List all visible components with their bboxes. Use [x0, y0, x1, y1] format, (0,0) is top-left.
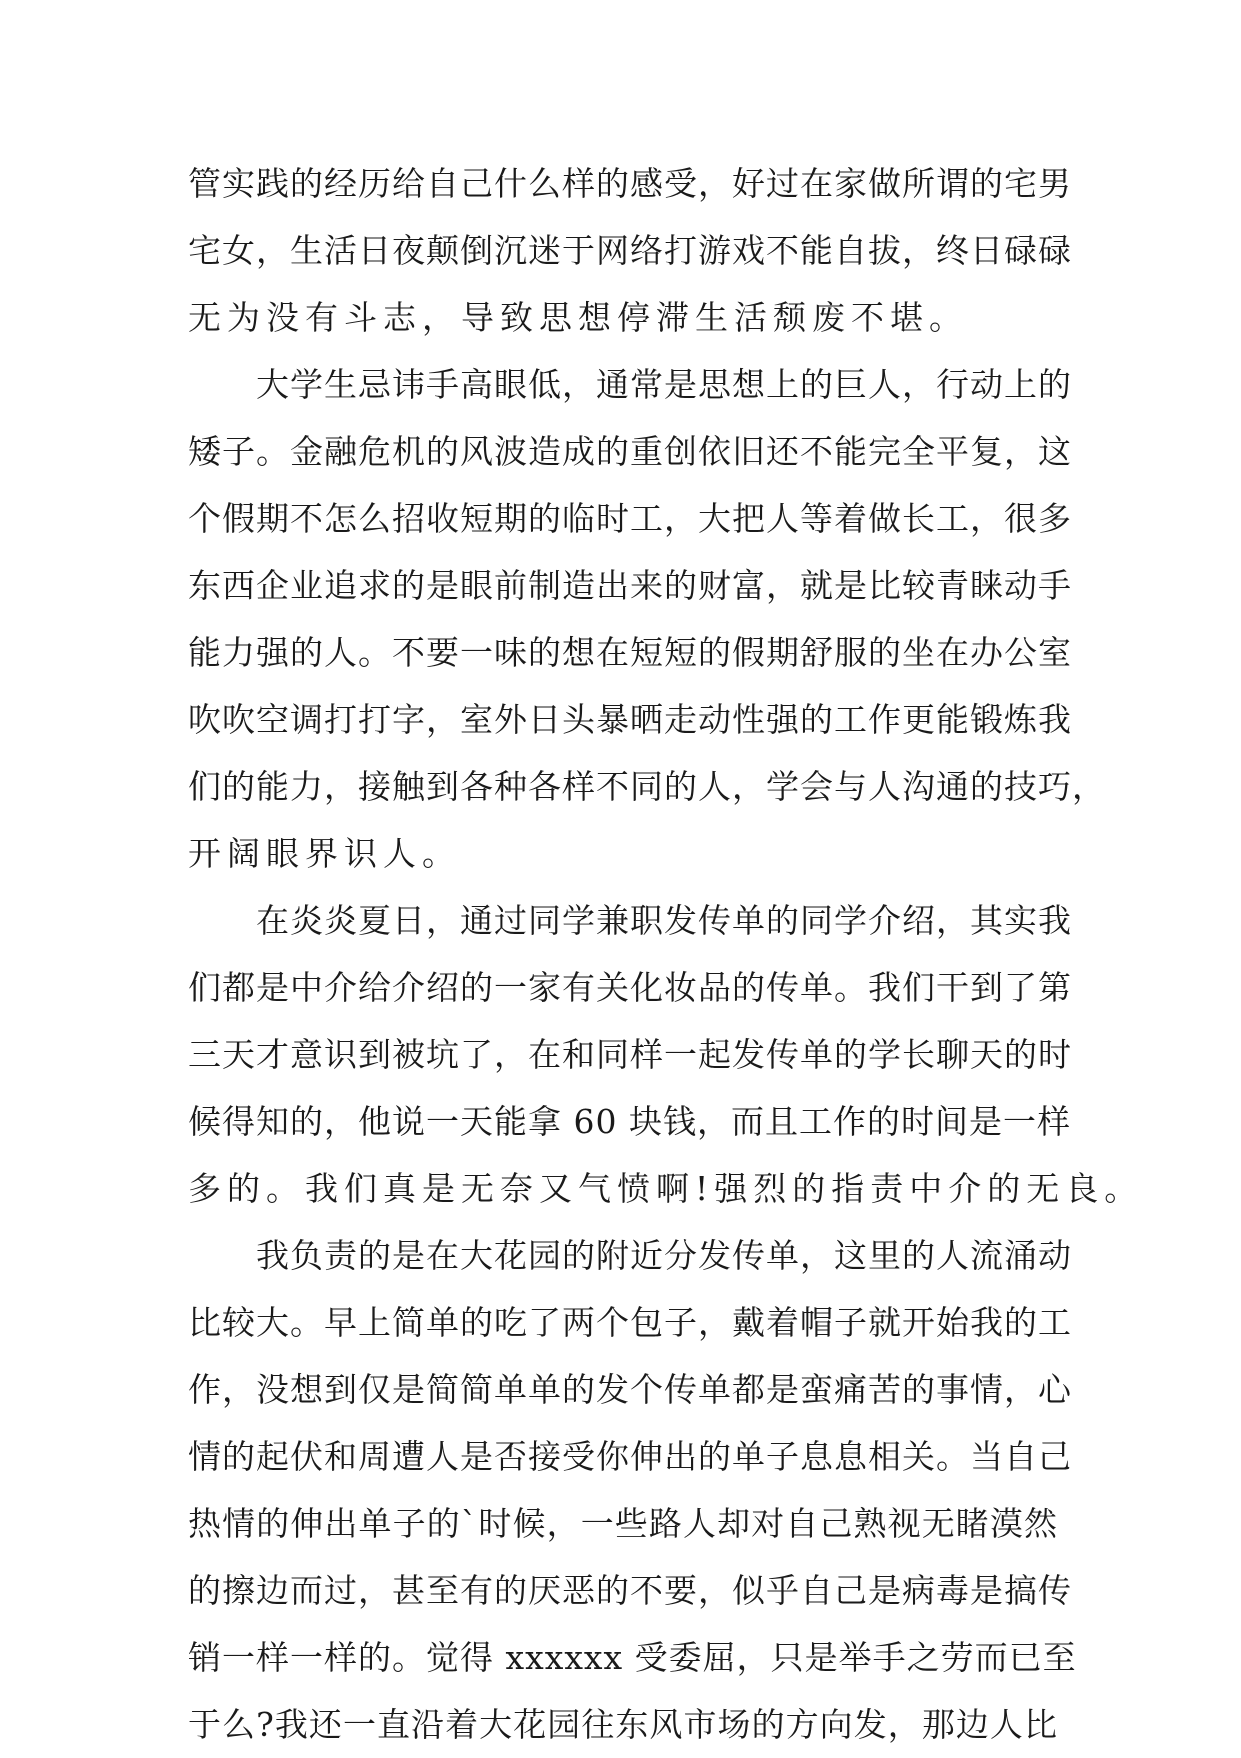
paragraph-2 — [188, 351, 1106, 887]
paragraph-1 — [188, 150, 1072, 351]
text-line: 情的起伏和周遭人是否接受你伸出的单子息息相关。当自己 — [188, 1437, 1072, 1476]
text-line: 比较大。早上简单的吃了两个包子，戴着帽子就开始我的工 — [188, 1303, 1072, 1342]
text-line: 销一样一样的。觉得 xxxxxx 受委屈，只是举手之劳而已至 — [188, 1638, 1077, 1677]
text-line: 的擦边而过，甚至有的厌恶的不要，似乎自己是病毒是搞传 — [188, 1571, 1072, 1610]
text-line: 在炎炎夏日，通过同学兼职发传单的同学介绍，其实我 — [256, 901, 1072, 940]
text-line: 吹吹空调打打字，室外日头暴晒走动性强的工作更能锻炼我 — [188, 700, 1072, 739]
paragraph-3 — [188, 887, 1144, 1222]
body-text — [188, 150, 1144, 1758]
text-line: 三天才意识到被坑了，在和同样一起发传单的学长聊天的时 — [188, 1035, 1072, 1074]
text-line: 们的能力，接触到各种各样不同的人，学会与人沟通的技巧， — [188, 767, 1106, 806]
text-line: 管实践的经历给自己什么样的感受，好过在家做所谓的宅男 — [188, 164, 1072, 203]
text-line: 宅女，生活日夜颠倒沉迷于网络打游戏不能自拔，终日碌碌 — [188, 231, 1072, 270]
text-line: 大学生忌讳手高眼低，通常是思想上的巨人，行动上的 — [256, 365, 1072, 404]
text-line: 矮子。金融危机的风波造成的重创依旧还不能完全平复，这 — [188, 432, 1072, 471]
text-line: 候得知的，他说一天能拿 60 块钱，而且工作的时间是一样 — [188, 1102, 1071, 1141]
text-line: 于么?我还一直沿着大花园往东风市场的方向发，那边人比 — [188, 1705, 1058, 1744]
text-line: 无为没有斗志，导致思想停滞生活颓废不堪。 — [188, 298, 968, 337]
text-line: 东西企业追求的是眼前制造出来的财富，就是比较青睐动手 — [188, 566, 1072, 605]
paragraph-4 — [188, 1222, 1077, 1758]
text-line: 个假期不怎么招收短期的临时工，大把人等着做长工，很多 — [188, 499, 1072, 538]
text-line: 开阔眼界识人。 — [188, 834, 461, 873]
text-line: 能力强的人。不要一味的想在短短的假期舒服的坐在办公室 — [188, 633, 1072, 672]
text-line: 我负责的是在大花园的附近分发传单，这里的人流涌动 — [256, 1236, 1072, 1275]
text-line: 多的。我们真是无奈又气愤啊!强烈的指责中介的无良。 — [188, 1169, 1144, 1208]
text-line: 热情的伸出单子的`时候，一些路人却对自己熟视无睹漠然 — [188, 1504, 1058, 1543]
text-line: 作，没想到仅是简简单单的发个传单都是蛮痛苦的事情，心 — [188, 1370, 1072, 1409]
text-line: 们都是中介给介绍的一家有关化妆品的传单。我们干到了第 — [188, 968, 1072, 1007]
